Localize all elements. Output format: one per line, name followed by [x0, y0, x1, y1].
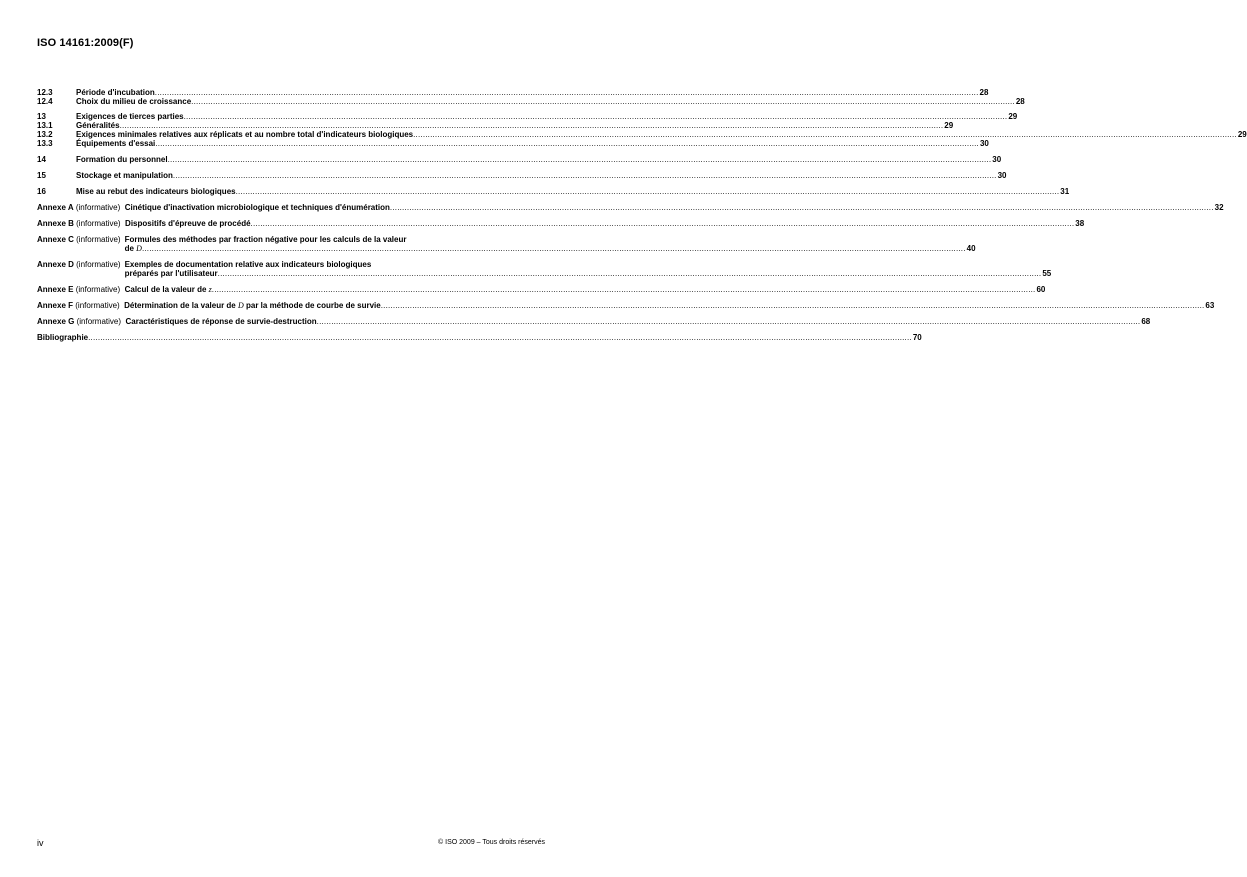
toc-entry-number: 13.1	[37, 121, 53, 130]
toc-entry-page: 30	[992, 155, 1002, 164]
dot-leader	[168, 155, 992, 164]
toc-annex-a[interactable]	[37, 203, 1224, 212]
toc-annex-g[interactable]	[37, 317, 1151, 326]
annex-title-line-2: de D	[124, 244, 142, 253]
toc-annex-e[interactable]	[37, 285, 1046, 294]
toc-entry-page: 28	[1015, 97, 1025, 106]
toc-entry-title: Période d'incubation	[76, 88, 155, 97]
dot-leader	[173, 171, 997, 180]
annex-prefix	[37, 301, 124, 310]
d-value-symbol: D	[237, 301, 244, 310]
toc-entry-page: 31	[1060, 187, 1070, 196]
annex-prefix	[37, 203, 125, 212]
annex-prefix	[37, 285, 125, 294]
document-id-header: ISO 14161:2009(F)	[37, 37, 134, 49]
annex-label: Annexe F	[37, 301, 74, 310]
toc-entry-title: Exigences minimales relatives aux réplicats et au nombre total d'indicateurs biologiques	[76, 130, 414, 139]
annex-label: Annexe B	[37, 219, 74, 228]
toc-entry-page: 30	[979, 139, 989, 148]
dot-leader	[236, 187, 1060, 196]
annex-title: Détermination de la valeur de D par la méthode de courbe de survie	[124, 301, 381, 310]
annex-prefix	[37, 260, 125, 269]
toc-annex-d[interactable]	[37, 260, 1052, 278]
toc-entry-12-4[interactable]	[37, 97, 1025, 106]
annex-label: Annexe G	[37, 317, 75, 326]
annex-type: (informative)	[75, 301, 120, 310]
annex-type: (informative)	[76, 260, 121, 269]
dot-leader	[413, 130, 1237, 139]
toc-entry-number: 15	[37, 171, 46, 180]
toc-entry-title: Équipements d'essai	[76, 139, 156, 148]
toc-entry-title: Formation du personnel	[76, 155, 168, 164]
dot-leader	[390, 203, 1214, 212]
toc-entry-title: Mise au rebut des indicateurs biologiques	[76, 187, 236, 196]
toc-entry-13-3[interactable]	[37, 139, 989, 148]
toc-annex-f[interactable]	[37, 301, 1215, 310]
toc-entry-number: 13	[37, 112, 46, 121]
toc-entry-number: 13.2	[37, 130, 53, 139]
table-of-contents	[37, 88, 1247, 342]
annex-title-line-2: préparés par l'utilisateur	[124, 269, 218, 278]
dot-leader	[191, 97, 1015, 106]
toc-entry-page: 28	[979, 88, 989, 97]
annex-title: Dispositifs d'épreuve de procédé	[125, 219, 251, 228]
toc-entry-page: 38	[1075, 219, 1085, 228]
toc-entry-page: 29	[1008, 112, 1018, 121]
z-value-symbol: z	[208, 285, 212, 294]
annex-type: (informative)	[76, 235, 121, 244]
annex-title: Cinétique d'inactivation microbiologique et techniques d'énumération	[124, 203, 390, 212]
toc-entry-page: 70	[912, 333, 922, 342]
toc-annex-c[interactable]	[37, 235, 976, 253]
toc-entry-title: Exigences de tierces parties	[76, 112, 184, 121]
dot-leader	[218, 269, 1042, 278]
toc-entry-page: 55	[1042, 269, 1052, 278]
bibliography-title: Bibliographie	[37, 333, 89, 342]
toc-entry-title: Généralités	[76, 121, 120, 130]
annex-type: (informative)	[76, 317, 122, 326]
toc-entry-number: 16	[37, 187, 46, 196]
toc-entry-page: 32	[1214, 203, 1224, 212]
toc-annex-b[interactable]	[37, 219, 1085, 228]
annex-type: (informative)	[76, 219, 121, 228]
annex-title: Caractéristiques de réponse de survie-destruction	[125, 317, 317, 326]
copyright-notice: © ISO 2009 – Tous droits réservés	[438, 839, 545, 846]
annex-label: Annexe C	[37, 235, 74, 244]
dot-leader	[317, 317, 1141, 326]
annex-title: Calcul de la valeur de z	[124, 285, 212, 294]
dot-leader	[184, 112, 1008, 121]
annex-type: (informative)	[75, 285, 121, 294]
toc-entry-13-1[interactable]	[37, 121, 954, 130]
toc-entry-number: 12.3	[37, 88, 53, 97]
annex-label: Annexe D	[37, 260, 74, 269]
toc-entry-13[interactable]	[37, 112, 1018, 121]
annex-type: (informative)	[75, 203, 121, 212]
toc-entry-number: 13.3	[37, 139, 53, 148]
toc-entry-page: 68	[1141, 317, 1151, 326]
dot-leader	[381, 301, 1205, 310]
page-number: iv	[37, 838, 44, 848]
dot-leader	[155, 88, 979, 97]
toc-entry-14[interactable]	[37, 155, 1002, 164]
toc-entry-page: 63	[1205, 301, 1215, 310]
dot-leader	[155, 139, 979, 148]
toc-entry-page: 60	[1036, 285, 1046, 294]
dot-leader	[120, 121, 944, 130]
annex-label: Annexe E	[37, 285, 74, 294]
toc-entry-page: 29	[944, 121, 954, 130]
d-value-symbol: D	[136, 244, 142, 253]
annex-prefix	[37, 235, 125, 244]
toc-entry-16[interactable]	[37, 187, 1070, 196]
toc-entry-title: Stockage et manipulation	[76, 171, 173, 180]
annex-title-line-1: Exemples de documentation relative aux indicateurs biologiques	[124, 260, 372, 269]
toc-entry-number: 12.4	[37, 97, 53, 106]
toc-entry-12-3[interactable]	[37, 88, 989, 97]
toc-entry-title: Choix du milieu de croissance	[76, 97, 192, 106]
annex-label: Annexe A	[37, 203, 74, 212]
dot-leader	[212, 285, 1036, 294]
annex-prefix	[37, 317, 125, 326]
toc-entry-page: 30	[997, 171, 1007, 180]
annex-prefix	[37, 219, 125, 228]
dot-leader	[251, 219, 1075, 228]
toc-entry-page: 40	[966, 244, 976, 253]
toc-entry-13-2[interactable]	[37, 130, 1247, 139]
annex-title-line-1: Formules des méthodes par fraction négative pour les calculs de la valeur	[124, 235, 407, 244]
toc-entry-15[interactable]	[37, 171, 1007, 180]
dot-leader	[88, 333, 912, 342]
toc-entry-number: 14	[37, 155, 46, 164]
dot-leader	[142, 244, 966, 253]
toc-entry-page: 29	[1237, 130, 1247, 139]
toc-bibliography[interactable]	[37, 333, 922, 342]
